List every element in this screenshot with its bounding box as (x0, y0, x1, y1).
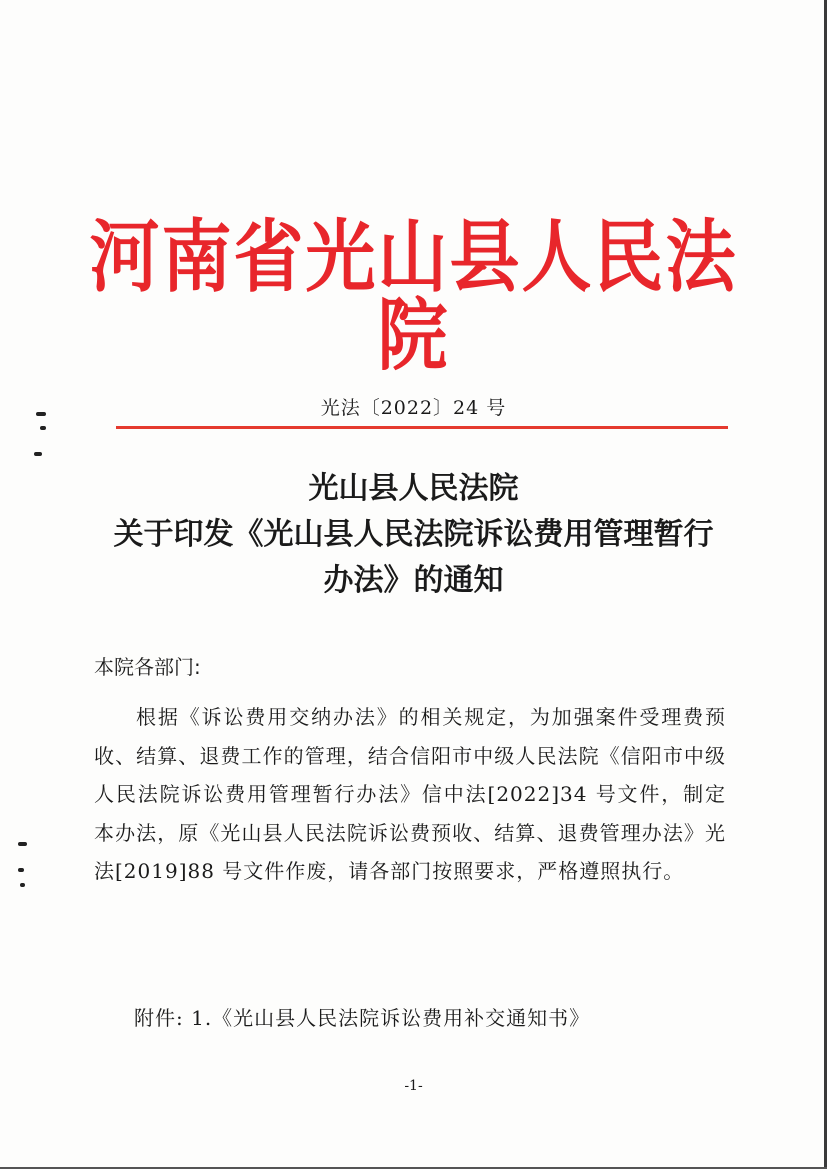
binding-mark (20, 883, 25, 887)
document-number: 光法〔2022〕24 号 (320, 397, 507, 419)
binding-mark (36, 412, 46, 416)
issuer-header: 河南省光山县人民法院 (89, 210, 738, 382)
binding-mark (18, 868, 24, 872)
notice-title (80, 466, 747, 604)
salutation: 本院各部门: (94, 655, 201, 679)
page-number: -1- (404, 1078, 423, 1094)
notice-title-line-3: 办法》的通知 (323, 563, 504, 598)
binding-mark (18, 842, 27, 846)
body-paragraph: 根据《诉讼费用交纳办法》的相关规定，为加强案件受理费预收、结算、退费工作的管理，结合信阳市中级人民法院《信阳市中级人民法院诉讼费用管理暂行办法》信中法[2022]34 号文件，制定本办法，原《光山县人民法院诉讼费预收、结算、退费管理办法》光法[2019]88 号文件作废，请各部门按照要求，严格遵照执行。 (94, 705, 726, 883)
binding-mark (40, 426, 46, 430)
notice-title-line-2: 关于印发《光山县人民法院诉讼费用管理暂行 (113, 517, 714, 552)
binding-mark (34, 452, 42, 456)
notice-title-line-1: 光山县人民法院 (308, 471, 519, 506)
red-divider-line (116, 426, 728, 429)
attachment-line: 附件: 1.《光山县人民法院诉讼费用补交通知书》 (134, 1006, 591, 1030)
